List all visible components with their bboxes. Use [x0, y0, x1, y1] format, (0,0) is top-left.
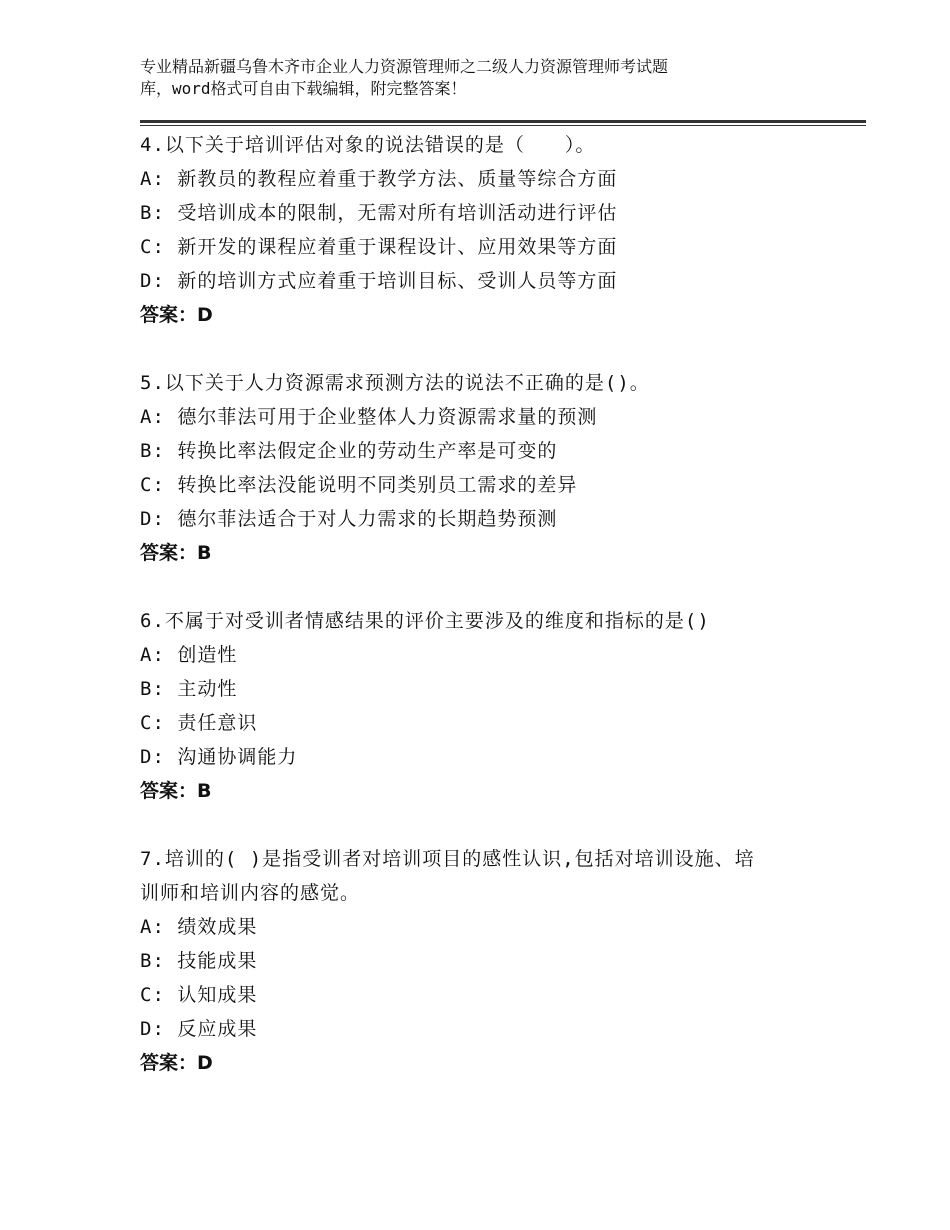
option-d: D: 新的培训方式应着重于培训目标、受训人员等方面	[140, 270, 618, 292]
answer-label: 答案：B	[140, 780, 212, 802]
option-c: C: 新开发的课程应着重于课程设计、应用效果等方面	[140, 236, 618, 258]
question-stem: 4.以下关于培训评估对象的说法错误的是（ ）。	[140, 134, 596, 156]
answer-label: 答案：D	[140, 304, 213, 326]
option-b: B: 受培训成本的限制，无需对所有培训活动进行评估	[140, 202, 618, 224]
question-list	[140, 128, 820, 1114]
option-a: A: 新教员的教程应着重于教学方法、质量等综合方面	[140, 168, 618, 190]
option-b: B: 转换比率法假定企业的劳动生产率是可变的	[140, 440, 558, 462]
option-a: A: 创造性	[140, 644, 238, 666]
answer-label: 答案：B	[140, 542, 212, 564]
option-c: C: 转换比率法没能说明不同类别员工需求的差异	[140, 474, 578, 496]
option-b: B: 技能成果	[140, 950, 258, 972]
option-a: A: 德尔菲法可用于企业整体人力资源需求量的预测	[140, 406, 598, 428]
question-5	[140, 366, 820, 570]
question-stem: 6.不属于对受训者情感结果的评价主要涉及的维度和指标的是()	[140, 610, 710, 632]
header-line-1: 专业精品新疆乌鲁木齐市企业人力资源管理师之二级人力资源管理师考试题	[140, 57, 669, 76]
option-a: A: 绩效成果	[140, 916, 258, 938]
header-divider-thick	[140, 120, 866, 123]
document-header	[140, 56, 800, 100]
option-c: C: 责任意识	[140, 712, 258, 734]
option-c: C: 认知成果	[140, 984, 258, 1006]
answer-label: 答案：D	[140, 1052, 213, 1074]
option-b: B: 主动性	[140, 678, 238, 700]
question-7	[140, 842, 820, 1080]
option-d: D: 反应成果	[140, 1018, 258, 1040]
option-d: D: 德尔菲法适合于对人力需求的长期趋势预测	[140, 508, 558, 530]
header-line-2: 库，word格式可自由下载编辑，附完整答案！	[140, 79, 467, 98]
question-stem-line-1: 7.培训的( )是指受训者对培训项目的感性认识,包括对培训设施、培	[140, 848, 755, 870]
question-6	[140, 604, 820, 808]
option-d: D: 沟通协调能力	[140, 746, 298, 768]
header-divider-thin	[140, 125, 866, 126]
question-stem-line-2: 训师和培训内容的感觉。	[140, 882, 361, 904]
question-stem: 5.以下关于人力资源需求预测方法的说法不正确的是()。	[140, 372, 650, 394]
question-4	[140, 128, 820, 332]
